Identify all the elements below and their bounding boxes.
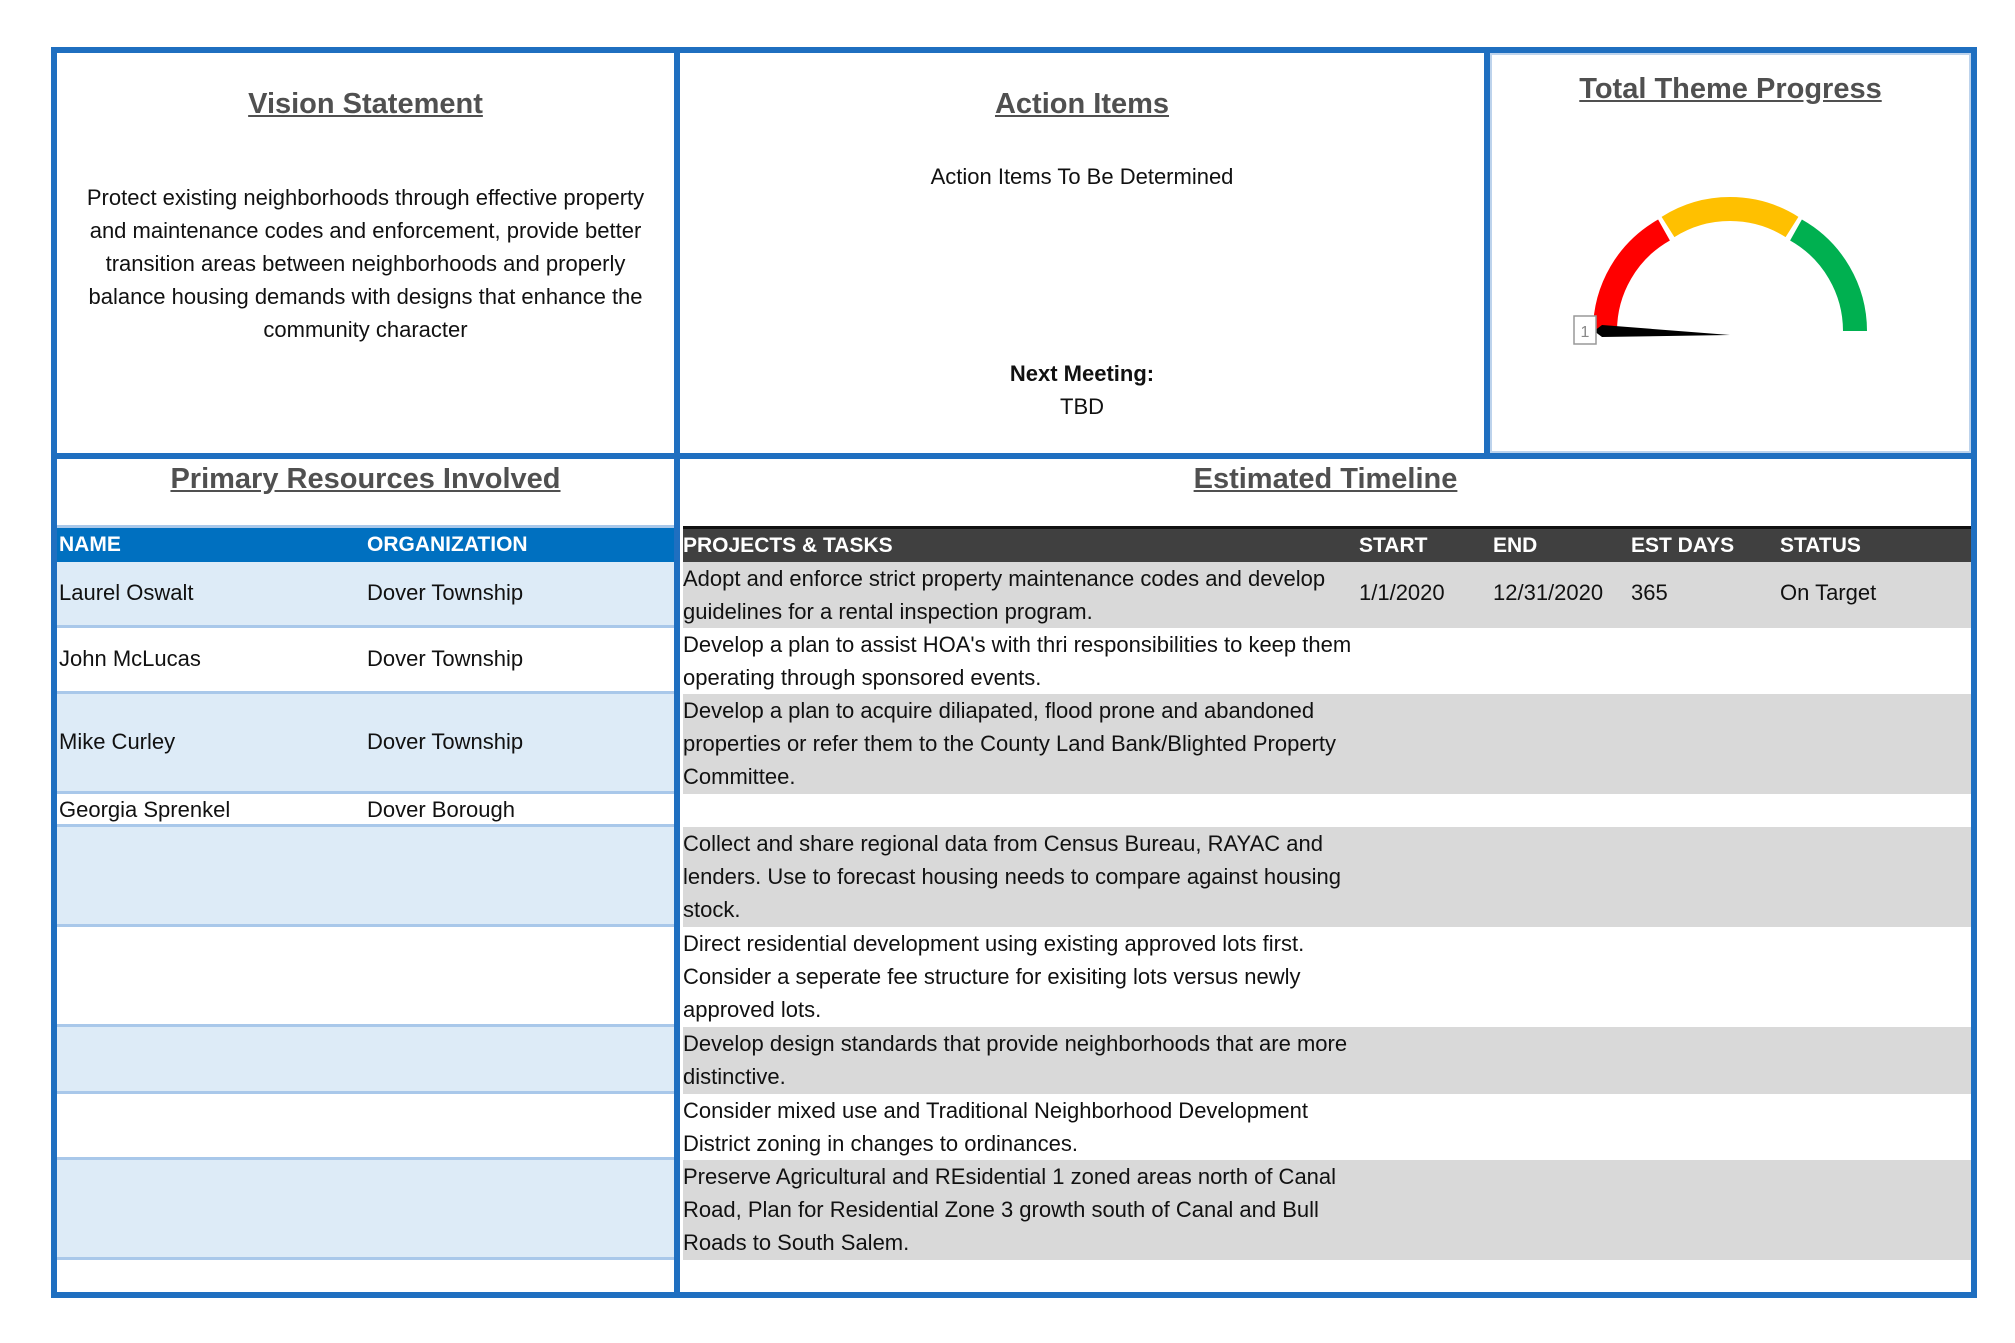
resource-name: John McLucas bbox=[59, 646, 201, 671]
col-days-header: EST DAYS bbox=[1631, 534, 1735, 557]
timeline-task: Collect and share regional data from Census Bureau, RAYAC and lenders. Use to forecast housing needs to compare against housing stock. bbox=[683, 831, 1341, 922]
gauge-segment-yellow bbox=[1668, 209, 1792, 227]
timeline-task: Adopt and enforce strict property maintenance codes and develop guidelines for a rental inspection program. bbox=[683, 566, 1326, 624]
col-start-header: START bbox=[1359, 534, 1428, 557]
timeline-task: Consider mixed use and Traditional Neighborhood Development District zoning in changes to ordinances. bbox=[683, 1098, 1308, 1156]
resource-row-empty bbox=[57, 927, 674, 1027]
timeline-days: 365 bbox=[1631, 580, 1668, 605]
resource-row bbox=[57, 694, 674, 794]
col-org-header: ORGANIZATION bbox=[367, 533, 528, 556]
progress-gauge bbox=[1492, 145, 1973, 405]
timeline-row bbox=[683, 1160, 1971, 1260]
resources-header bbox=[57, 528, 674, 562]
gauge-segment-green bbox=[1796, 230, 1855, 331]
gauge-segment-red bbox=[1605, 230, 1664, 331]
timeline-task: Develop design standards that provide neighborhoods that are more distinctive. bbox=[683, 1031, 1348, 1089]
resource-row-empty bbox=[57, 1094, 674, 1160]
resource-name: Mike Curley bbox=[59, 729, 176, 754]
col-end-header: END bbox=[1493, 534, 1538, 557]
resources-title-box bbox=[57, 459, 674, 528]
timeline-task: Develop a plan to acquire diliapated, flood prone and abandoned properties or refer them to the County Land Bank/Blighted Property Committee. bbox=[683, 698, 1337, 789]
gauge-needle bbox=[1594, 325, 1730, 337]
resource-row-empty bbox=[57, 827, 674, 927]
col-name-header: NAME bbox=[59, 533, 121, 556]
timeline-title: Estimated Timeline bbox=[1193, 463, 1458, 495]
resource-name: Laurel Oswalt bbox=[59, 580, 194, 605]
next-meeting-value: TBD bbox=[1060, 394, 1104, 419]
timeline-row bbox=[683, 1094, 1971, 1160]
timeline-end: 12/31/2020 bbox=[1493, 580, 1604, 605]
col-status-header: STATUS bbox=[1780, 534, 1861, 557]
timeline-header bbox=[683, 526, 1971, 562]
timeline-start: 1/1/2020 bbox=[1359, 580, 1445, 605]
vision-text: Protect existing neighborhoods through effective property and maintenance codes and enforcement, provide better transition areas between neighborhoods and properly balance housing demands with designs that enhance the community character bbox=[86, 185, 645, 342]
resource-row bbox=[57, 562, 674, 628]
timeline-row bbox=[683, 628, 1971, 694]
col-task-header: PROJECTS & TASKS bbox=[683, 534, 893, 557]
resource-row-empty bbox=[57, 1160, 674, 1260]
gauge-value-label: 1 bbox=[1580, 324, 1590, 341]
resource-org: Dover Township bbox=[367, 646, 524, 671]
timeline-task: Preserve Agricultural and REsidential 1 zoned areas north of Canal Road, Plan for Residential Zone 3 growth south of Canal and Bull Roads to South Salem. bbox=[683, 1164, 1337, 1255]
timeline-row bbox=[683, 827, 1971, 927]
resource-name: Georgia Sprenkel bbox=[59, 797, 231, 822]
progress-panel bbox=[1490, 53, 1971, 453]
vision-panel bbox=[57, 53, 674, 453]
timeline-task: Develop a plan to assist HOA's with thri responsibilities to keep them operating through sponsored events. bbox=[683, 632, 1352, 690]
timeline-row bbox=[683, 1027, 1971, 1094]
resources-title: Primary Resources Involved bbox=[170, 463, 561, 495]
timeline-task: Direct residential development using existing approved lots first. Consider a seperate fee structure for exisiting lots versus newly approved lots. bbox=[683, 931, 1305, 1022]
timeline-status: On Target bbox=[1780, 580, 1877, 605]
action-text: Action Items To Be Determined bbox=[930, 164, 1234, 189]
resource-org: Dover Township bbox=[367, 580, 524, 605]
vision-title: Vision Statement bbox=[248, 88, 483, 120]
action-panel bbox=[680, 53, 1484, 453]
timeline-row bbox=[683, 794, 1971, 827]
timeline-title-box bbox=[680, 459, 1971, 528]
resource-row-empty bbox=[57, 1027, 674, 1094]
timeline-row bbox=[683, 694, 1971, 794]
action-title: Action Items bbox=[994, 88, 1170, 120]
resource-row bbox=[57, 628, 674, 694]
resource-org: Dover Township bbox=[367, 729, 524, 754]
progress-title: Total Theme Progress bbox=[1579, 73, 1882, 105]
timeline-row bbox=[683, 562, 1971, 628]
resource-row bbox=[57, 794, 674, 827]
next-meeting-label: Next Meeting: bbox=[1009, 361, 1155, 386]
timeline-row bbox=[683, 927, 1971, 1027]
resource-org: Dover Borough bbox=[367, 797, 515, 822]
